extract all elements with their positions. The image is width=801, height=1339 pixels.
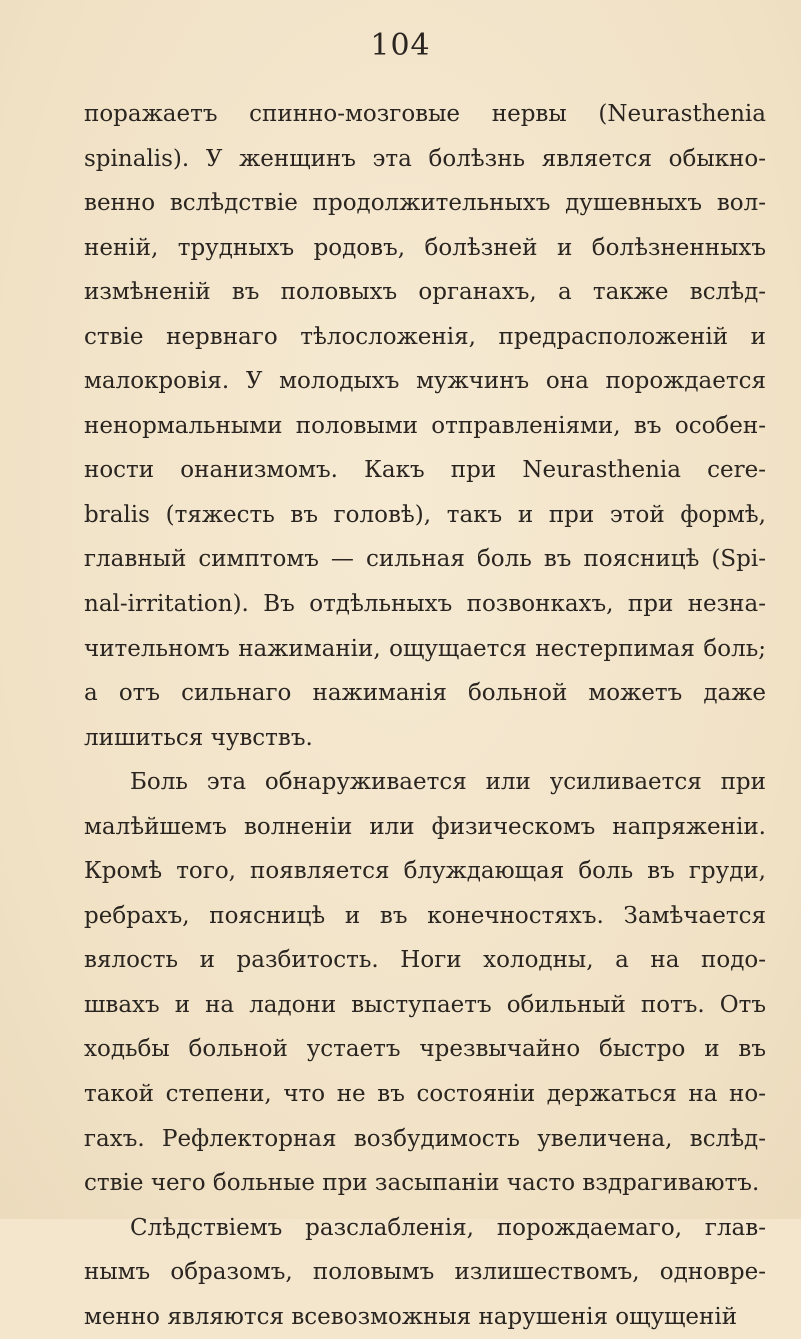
body-text [84, 92, 766, 1339]
text-line: Боль эта обнаруживается или усиливается при [130, 769, 766, 796]
paragraph [84, 760, 766, 1205]
text-line: bralis (тяжесть въ головѣ), такъ и при этой формѣ, [84, 501, 766, 528]
text-line: ненормальными половыми отправленіями, въ особен- [84, 412, 766, 439]
text-line: чительномъ нажиманіи, ощущается нестерпимая боль; [84, 635, 766, 662]
text-line: ходьбы больной устаетъ чрезвычайно быстро и въ [84, 1036, 766, 1063]
text-line: а отъ сильнаго нажиманія больной можетъ даже [84, 680, 766, 707]
paragraph [84, 92, 766, 760]
text-line: Кромѣ того, появляется блуждающая боль въ груди, [84, 858, 766, 885]
page-number: 104 [370, 28, 431, 63]
text-line: гахъ. Рефлекторная возбудимость увеличена, вслѣд- [84, 1125, 766, 1152]
text-line: поражаетъ спинно-мозговые нервы (Neurasthenia [84, 101, 766, 127]
text-line: такой степени, что не въ состояніи держаться на но- [84, 1081, 766, 1108]
text-line: главный симптомъ — сильная боль въ поясницѣ (Spi- [84, 546, 766, 573]
text-line: измѣненій въ половыхъ органахъ, а также вслѣд- [84, 279, 766, 306]
text-line: неній, трудныхъ родовъ, болѣзней и болѣзненныхъ [84, 234, 766, 261]
text-line: лишиться чувствъ. [84, 724, 313, 751]
text-line: ствіе чего больные при засыпаніи часто вздрагиваютъ. [84, 1170, 760, 1197]
text-line: менно являются всевозможныя нарушенія ощущеній [84, 1303, 738, 1330]
text-line: малокровія. У молодыхъ мужчинъ она порождается [84, 368, 766, 395]
paragraph [84, 1206, 766, 1339]
text-line: венно вслѣдствіе продолжительныхъ душевныхъ вол- [84, 190, 766, 217]
text-line: ности онанизмомъ. Какъ при Neurasthenia cere- [84, 457, 766, 484]
text-line: ствіе нервнаго тѣлосложенія, предрасположеній и [84, 323, 766, 350]
text-line: нымъ образомъ, половымъ излишествомъ, одновре- [84, 1259, 766, 1286]
text-line: швахъ и на ладони выступаетъ обильный потъ. Отъ [84, 991, 766, 1018]
text-line: Слѣдствіемъ разслабленія, порождаемаго, глав- [130, 1214, 766, 1241]
text-line: вялость и разбитость. Ноги холодны, а на подо- [84, 947, 766, 974]
text-line: nal-irritation). Въ отдѣльныхъ позвонкахъ, при незна- [84, 591, 766, 618]
text-line: spinalis). У женщинъ эта болѣзнь является обыкно- [84, 145, 766, 172]
text-line: малѣйшемъ волненіи или физическомъ напряженіи. [84, 813, 766, 840]
text-line: ребрахъ, поясницѣ и въ конечностяхъ. Замѣчается [84, 902, 766, 929]
